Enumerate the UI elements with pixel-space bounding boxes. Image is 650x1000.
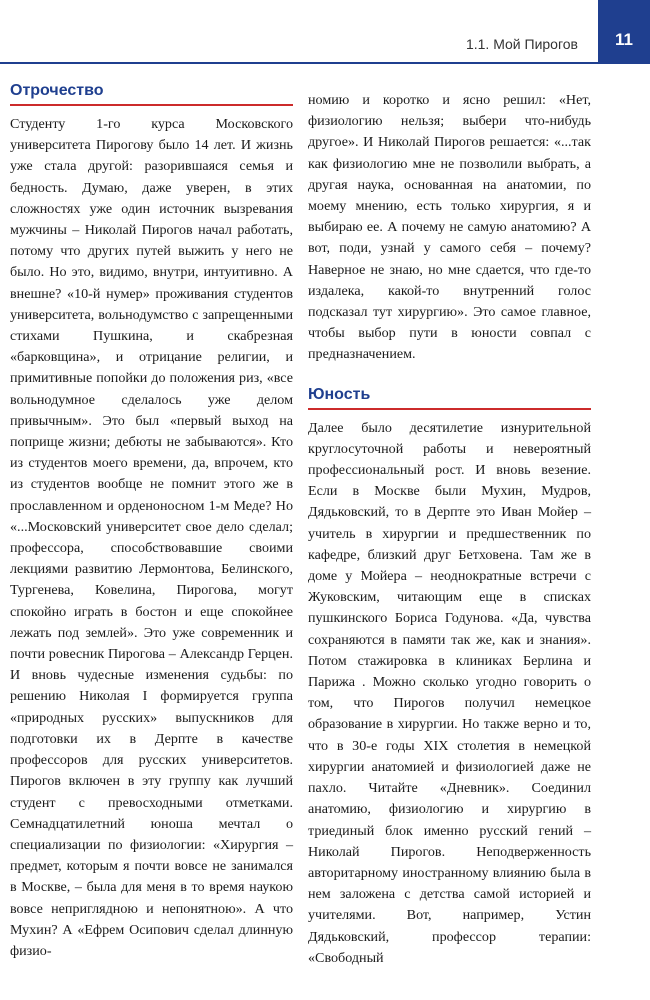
section-title-youth: Юность [308, 385, 371, 403]
running-head: 1.1. Мой Пирогов [465, 36, 578, 52]
youth-section [308, 386, 591, 969]
section-rule [308, 408, 591, 410]
right-column [308, 90, 591, 969]
page-number: 11 [615, 30, 633, 49]
paragraph-adolescence: Студенту 1-го курса Московского университета Пирогову было 14 лет. И жизнь уже стала другой: разорившаяся семья и бедность. Думаю, даже уверен, в этих сложностях уже один источник вызревания мужчины – Николай Пирогов начал работать, потому что других путей выжить у него не было. Но это, видимо, внутри, интуитивно. А внешне? «10-й нумер» проживания студентов университета, вольнодумство с запрещенными стихами Пушкина, и скабрезная «барковщина», и отрицание религии, и примитивные попойки до положения риз, «все вольнодумное сделалось уже делом привычным». Это был «первый выход на поприще жизни; дебюты не забываются». Кто из студентов моего времени, да, впрочем, кто из студентов вообще не помнит этого же в прославленном и орденоносном 1-м Меде? Но «...Московский университет свое дело сделал; профессора, способствовавшие своими лекциями развитию Лермонтова, Белинского, Тургенева, Ковелина, Пирогова, могут спокойно играть в бостон и еще спокойнее лежать под землей». Это уже современник и почти ровесник Пирогова – Александр Герцен. И вновь чудесные изменения судьбы: по решению Николая I формируется группа «природных русских» выпускников для подготовки их в Дерпте в качестве профессоров для русских университетов. Пирогов включен в эту группу как лучший студент с превосходными отметками. Семнадцатилетний юноша мечтал о специализации по физиологии: «Хирургия – предмет, которым я почти вовсе не занимался в Москве, – была для меня в то время наукою вовсе неприглядною и непонятною». А что Мухин? А «Ефрем Осипович сделал длинную физио- [10, 116, 293, 959]
section-title-adolescence: Отрочество [10, 82, 104, 99]
paragraph-adolescence-continued: номию и коротко и ясно решил: «Нет, физиологию нельзя; выбери что-нибудь другое». И Николай Пирогов решается: «...так как физиологию мне не позволили выбрать, а другая наука, основанная на анатомии, по моему мнению, есть только хирургия, я и выбираю ее. А почему не самую анатомию? А вот, поди, узнай у самого себя – почему? Наверное не знаю, но мне сдается, что где-то издалека, какой-то внутренний голос подсказал тут хирургию». Это самое главное, чтобы выбор пути в юности совпал с предназначением. [308, 92, 591, 363]
left-column [10, 82, 293, 962]
header-rule [0, 62, 598, 64]
section-rule [10, 104, 293, 106]
page-number-tab [598, 0, 650, 64]
paragraph-youth: Далее было десятилетие изнурительной круглосуточной работы и невероятный профессиональный рост. И вновь везение. Если в Москве были Мухин, Мудров, Дядьковский, то в Дерпте это Иван Мойер – учитель в хирургии и предшественник по кафедре, близкий друг Бетховена. Там же в доме у Мойера – неоднократные встречи с Жуковским, читающим еще в списках пушкинского Бориса Годунова. «Да, чувства сохраняются в памяти так же, как и знания». Потом стажировка в клиниках Берлина и Парижа . Можно сколько угодно говорить о том, что Пирогов получил немецкое образование в хирургии. Но также верно и то, что в 30-е годы XIX столетия в немецкой хирургии анатомией и физиологией даже не пахло. Читайте «Дневник». Соединил анатомию, физиологию и хирургию в триединый блок именно русский гений – Николай Пирогов. Неподверженность авторитарному иностранному влиянию была в нем заложена с детства самой историей и учителями. Вот, например, Устин Дядьковский, профессор терапии: «Свободный [308, 419, 591, 966]
